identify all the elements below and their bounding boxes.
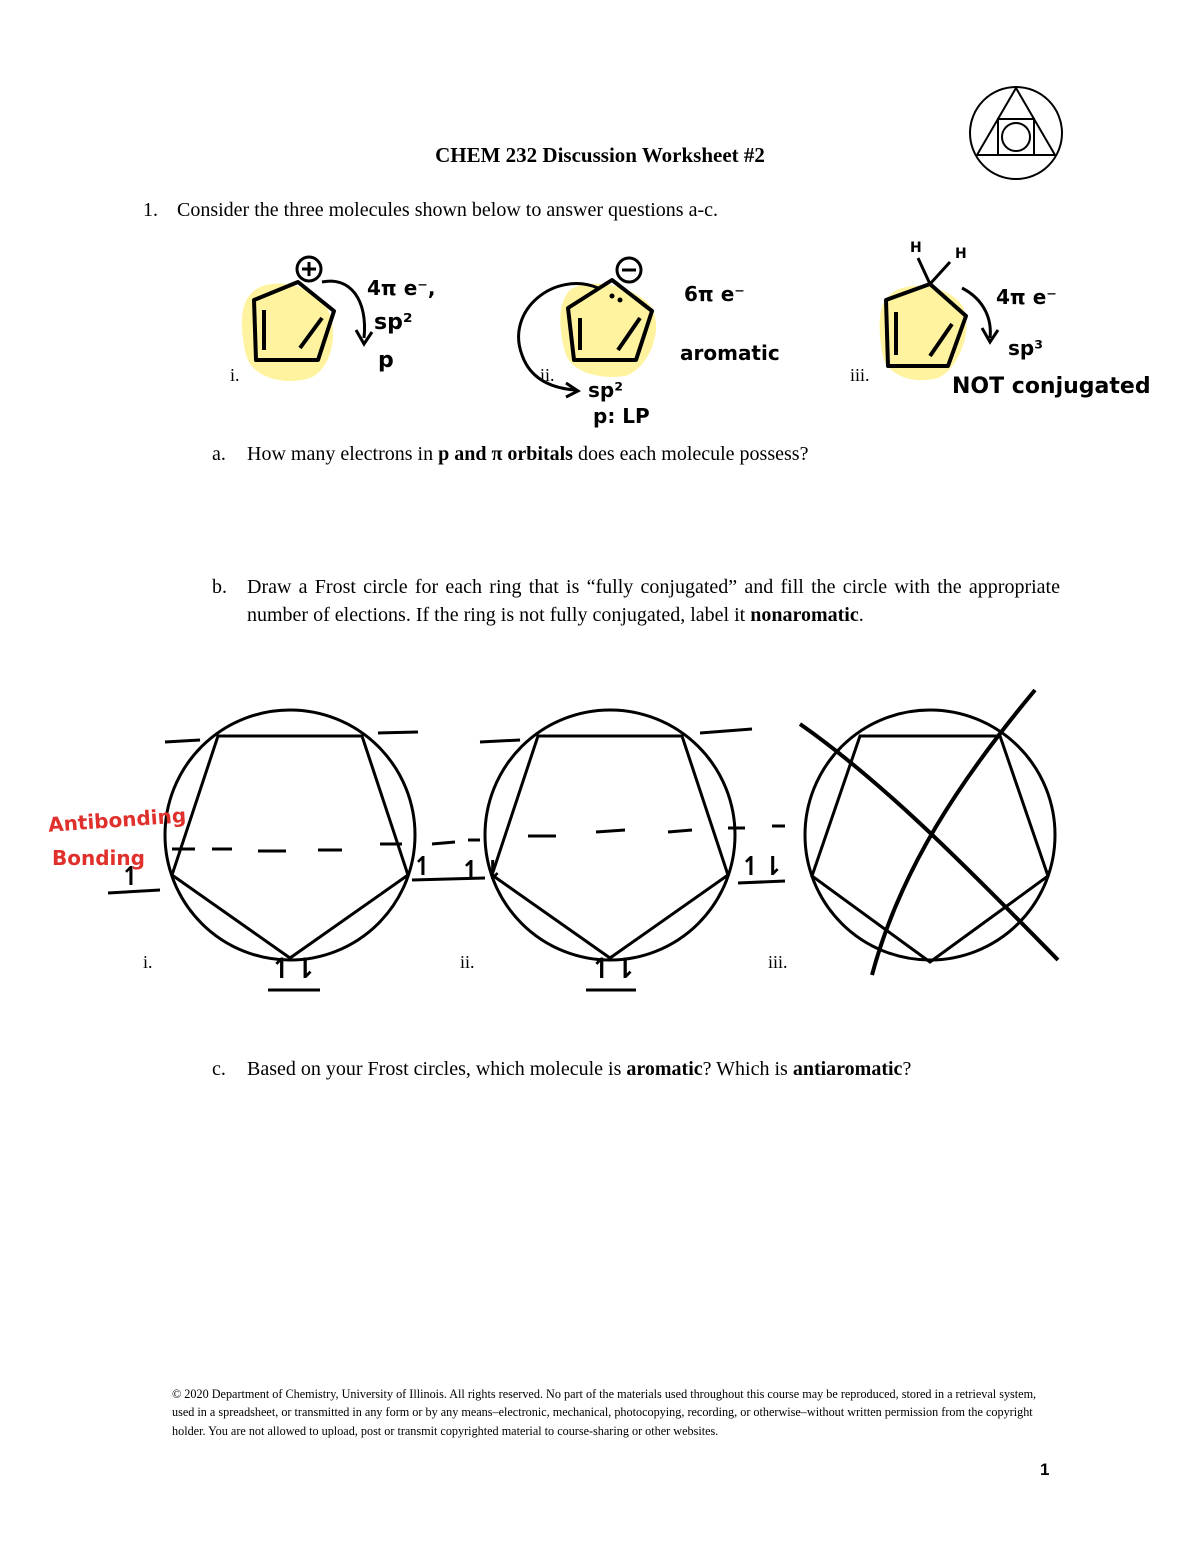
note-4pi-electrons: 4π e⁻,	[367, 276, 436, 300]
note-not-conjugated: NOT conjugated	[952, 374, 1151, 399]
part-c-bold2: antiaromatic	[792, 1058, 903, 1080]
part-b-bold: nonaromatic	[750, 604, 859, 626]
part-c-text2: ? Which is	[702, 1058, 793, 1080]
antibonding-label: Antibonding	[47, 803, 187, 837]
part-a-label: a.	[212, 443, 226, 465]
part-b-text-after: .	[858, 604, 864, 626]
note-p: p	[378, 348, 394, 373]
note-6pi-electrons: 6π e⁻	[684, 282, 745, 306]
note-sp2: sp²	[374, 310, 413, 335]
part-b-label: b.	[212, 576, 227, 598]
frost-label-ii: ii.	[460, 952, 475, 972]
note-sp3: sp³	[1008, 336, 1043, 360]
electron-ii-left: ↿⇂	[460, 856, 504, 886]
electron-i-left: ↿	[120, 862, 142, 892]
bonding-label: Bonding	[52, 846, 145, 870]
note-h2: H	[955, 246, 967, 262]
frost-label-i: i.	[143, 952, 153, 972]
note-h1: H	[910, 240, 922, 256]
part-c-label: c.	[212, 1058, 226, 1080]
part-c-text1: Based on your Frost circles, which molecule is	[247, 1058, 627, 1080]
question-number: 1.	[143, 199, 158, 221]
note-p-lp: p: LP	[593, 404, 650, 428]
page-title: CHEM 232 Discussion Worksheet #2	[435, 143, 765, 167]
electron-ii-right: ↿⇂	[740, 852, 784, 882]
copyright-footer: © 2020 Department of Chemistry, University of Illinois. All rights reserved. No part of the materials used throughout this course may be reproduced, stored in a retrieval system, used in a spreadsheet, or transmitted in any form or by any means–electronic, mechanical, photocopying, recording, or otherwise–without written permission from the copyright holder. You are not allowed to upload, post or transmit copyrighted material to course-sharing or other websites.	[172, 1387, 1037, 1438]
molecule-label-i: i.	[230, 365, 240, 385]
part-c-text3: ?	[902, 1058, 912, 1080]
electron-i-right: ↿	[412, 852, 434, 882]
note-4pi-electrons-iii: 4π e⁻	[996, 285, 1057, 309]
molecule-label-ii: ii.	[540, 365, 555, 385]
molecule-label-iii: iii.	[850, 365, 870, 385]
part-b-text: Draw a Frost circle for each ring that is “fully conjugated” and fill the circle with the appropriate number of elections. If the ring is not fully conjugated, label it	[247, 576, 1060, 626]
electron-i-bottom: ↿⇂	[270, 952, 317, 985]
part-c	[212, 1055, 1072, 1085]
part-a-text: How many electrons in	[247, 443, 439, 465]
page-number: 1	[1040, 1460, 1050, 1479]
note-aromatic: aromatic	[680, 341, 780, 365]
electron-ii-bottom: ↿⇂	[590, 952, 637, 985]
note-sp2-ii: sp²	[588, 378, 623, 402]
part-a-text-after: does each molecule possess?	[572, 443, 809, 465]
question-text: Consider the three molecules shown below to answer questions a-c.	[177, 199, 718, 221]
frost-label-iii: iii.	[768, 952, 788, 972]
part-c-bold1: aromatic	[626, 1058, 703, 1080]
part-a-bold: p and π orbitals	[438, 443, 573, 465]
